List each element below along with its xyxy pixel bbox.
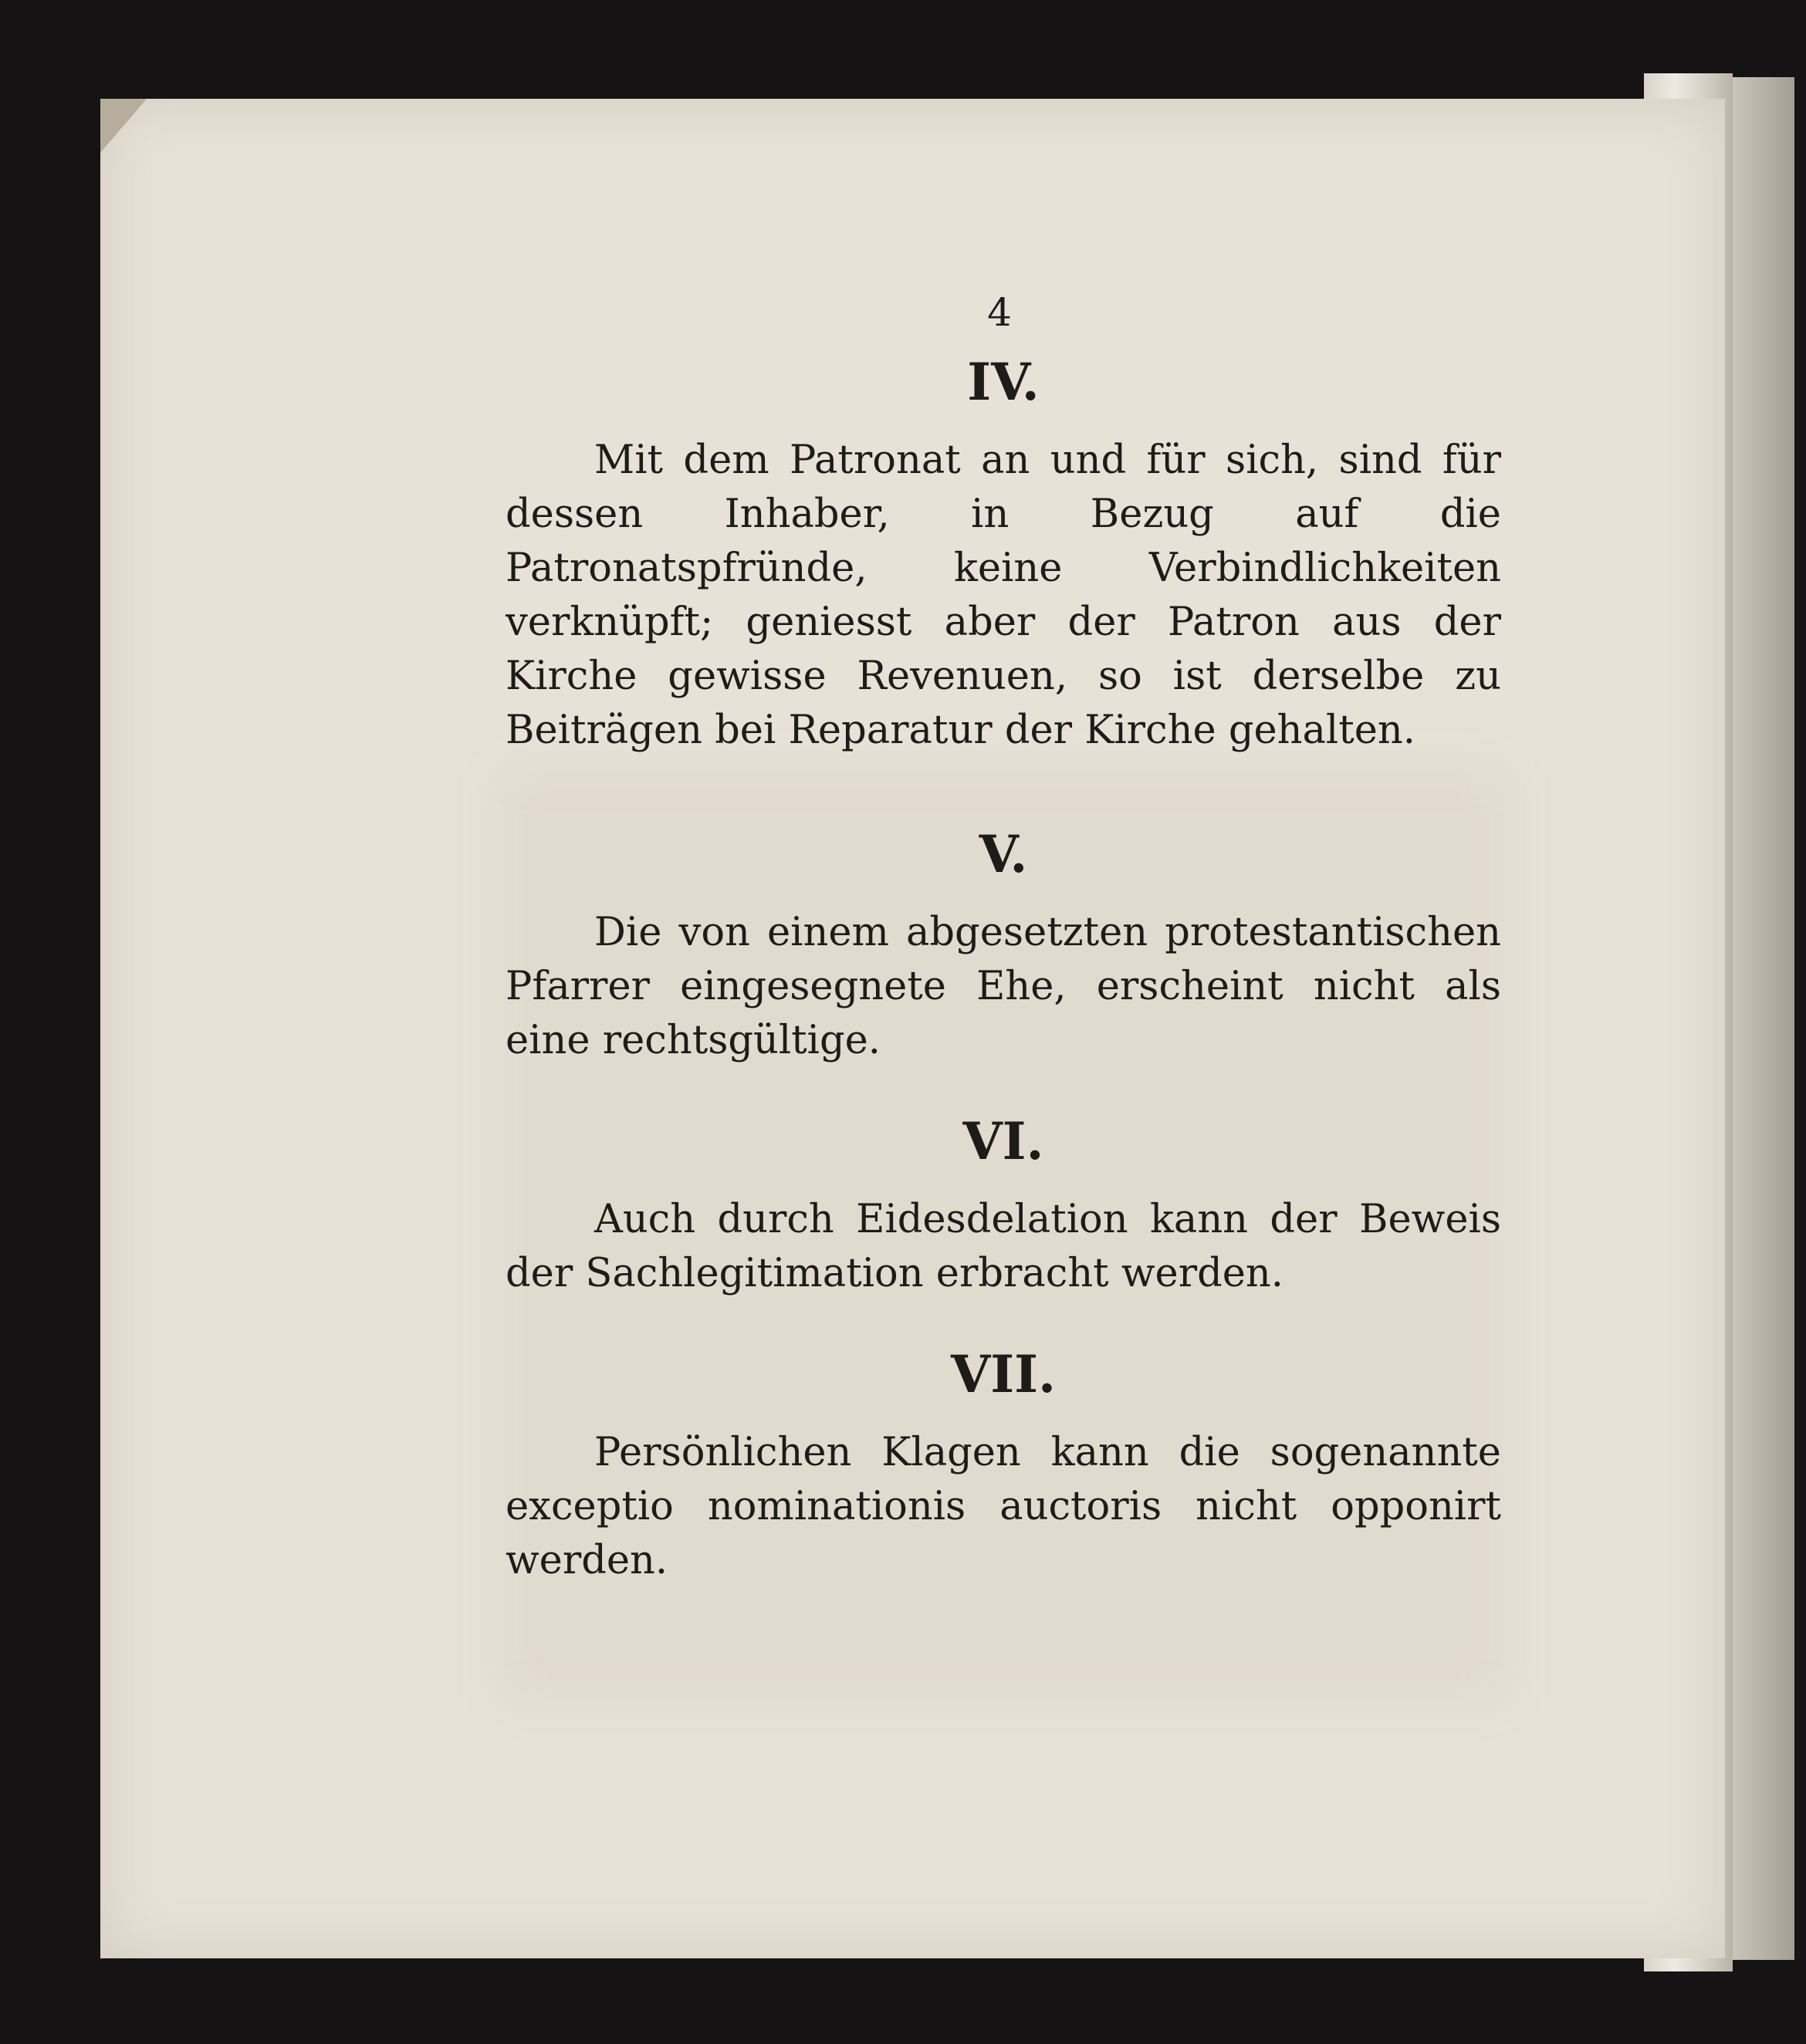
next-page-edge — [1725, 77, 1794, 1960]
folded-corner — [100, 99, 147, 153]
section-text-v: Die von einem abgesetzten protestantischen Pfarrer eingesegnete Ehe, erscheint nicht als eine rechtsgültige. — [506, 910, 1501, 1063]
section-heading-iv: IV. — [967, 352, 1040, 412]
section-text-vi: Auch durch Eidesdelation kann der Beweis der Sachlegitimation erbracht werden. — [506, 1197, 1501, 1296]
section-heading-v: V. — [979, 824, 1028, 884]
section-heading-vi: VI. — [962, 1111, 1044, 1171]
section-text-vii: Persönlichen Klagen kann die sogenannte exceptio nominationis auctoris nicht opponirt werden. — [506, 1430, 1501, 1583]
section-heading-vii: VII. — [951, 1344, 1056, 1404]
section-text-iv: Mit dem Patronat an und für sich, sind für dessen Inhaber, in Bezug auf die Patronatspfründe, keine Verbindlichkeiten verknüpft; geniesst aber der Patron aus der Kirche gewisse Revenuen, so ist derselbe zu Beiträgen bei Reparatur der Kirche gehalten. — [506, 438, 1501, 753]
page-number: 4 — [987, 290, 1012, 335]
page-text — [506, 285, 1501, 1588]
